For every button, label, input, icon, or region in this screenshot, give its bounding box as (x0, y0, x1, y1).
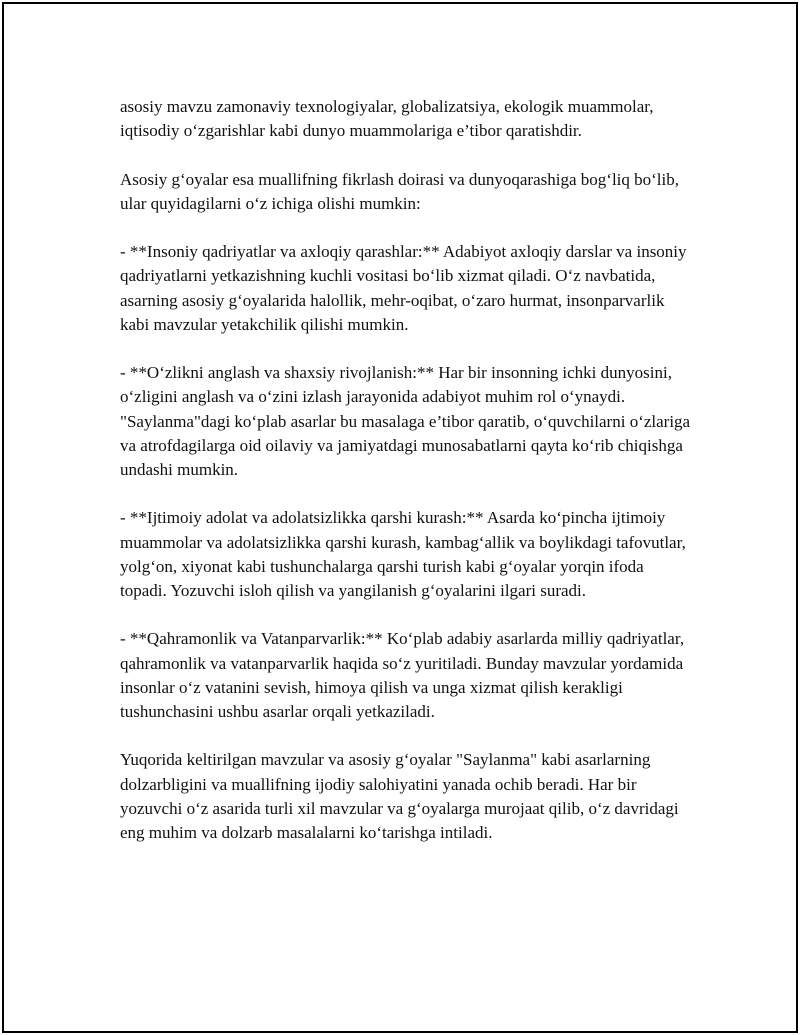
document-body (120, 95, 692, 869)
paragraph-human-values: - **Insoniy qadriyatlar va axloqiy qarashlar:** Adabiyot axloqiy darslar va insoniy qadriyatlarni yetkazishning kuchli vositasi bo‘lib xizmat qiladi. O‘z navbatida, asarning asosiy g‘oyalarida halollik, mehr-oqibat, o‘zaro hurmat, insonparvarlik kabi mavzular yetakchilik qilishi mumkin. (120, 242, 687, 334)
page-frame (2, 2, 798, 1033)
paragraph-social-justice: - **Ijtimoiy adolat va adolatsizlikka qarshi kurash:** Asarda ko‘pincha ijtimoiy muammolar va adolatsizlikka qarshi kurash, kambag‘allik va boylikdagi tafovutlar, yolg‘on, xiyonat kabi tushunchalarga qarshi turish kabi g‘oyalar yorqin ifoda topadi. Yozuvchi isloh qilish va yangilanish g‘oyalarini ilgari suradi. (120, 508, 686, 600)
paragraph-intro-continuation: asosiy mavzu zamonaviy texnologiyalar, globalizatsiya, ekologik muammolar, iqtisodiy o‘zgarishlar kabi dunyo muammolariga e’tibor qaratishdir. (120, 97, 654, 141)
paragraph-conclusion: Yuqorida keltirilgan mavzular va asosiy g‘oyalar "Saylanma" kabi asarlarning dolzarbligini va muallifning ijodiy salohiyatini yanada ochib beradi. Har bir yozuvchi o‘z asarida turli xil mavzular va g‘oyalarga murojaat qilib, o‘z davridagi eng muhim va dolzarb masalalarni ko‘tarishga intiladi. (120, 750, 679, 842)
paragraph-self-awareness: - **O‘zlikni anglash va shaxsiy rivojlanish:** Har bir insonning ichki dunyosini, o‘zligini anglash va o‘zini izlash jarayonida adabiyot muhim rol o‘ynaydi. "Saylanma"dagi ko‘plab asarlar bu masalaga e’tibor qaratib, o‘quvchilarni o‘zlariga va atrofdagilarga oid oilaviy va jamiyatdagi munosabatlarni qayta ko‘rib chiqishga undashi mumkin. (120, 363, 691, 479)
paragraph-heroism-patriotism: - **Qahramonlik va Vatanparvarlik:** Ko‘plab adabiy asarlarda milliy qadriyatlar, qahramonlik va vatanparvarlik haqida so‘z yuritiladi. Bunday mavzular yordamida insonlar o‘z vatanini sevish, himoya qilish va unga xizmat qilish kerakligi tushunchasini ushbu asarlar orqali yetkaziladi. (120, 629, 685, 721)
paragraph-main-ideas-intro: Asosiy g‘oyalar esa muallifning fikrlash doirasi va dunyoqarashiga bog‘liq bo‘lib, ular quyidagilarni o‘z ichiga olishi mumkin: (120, 169, 679, 213)
